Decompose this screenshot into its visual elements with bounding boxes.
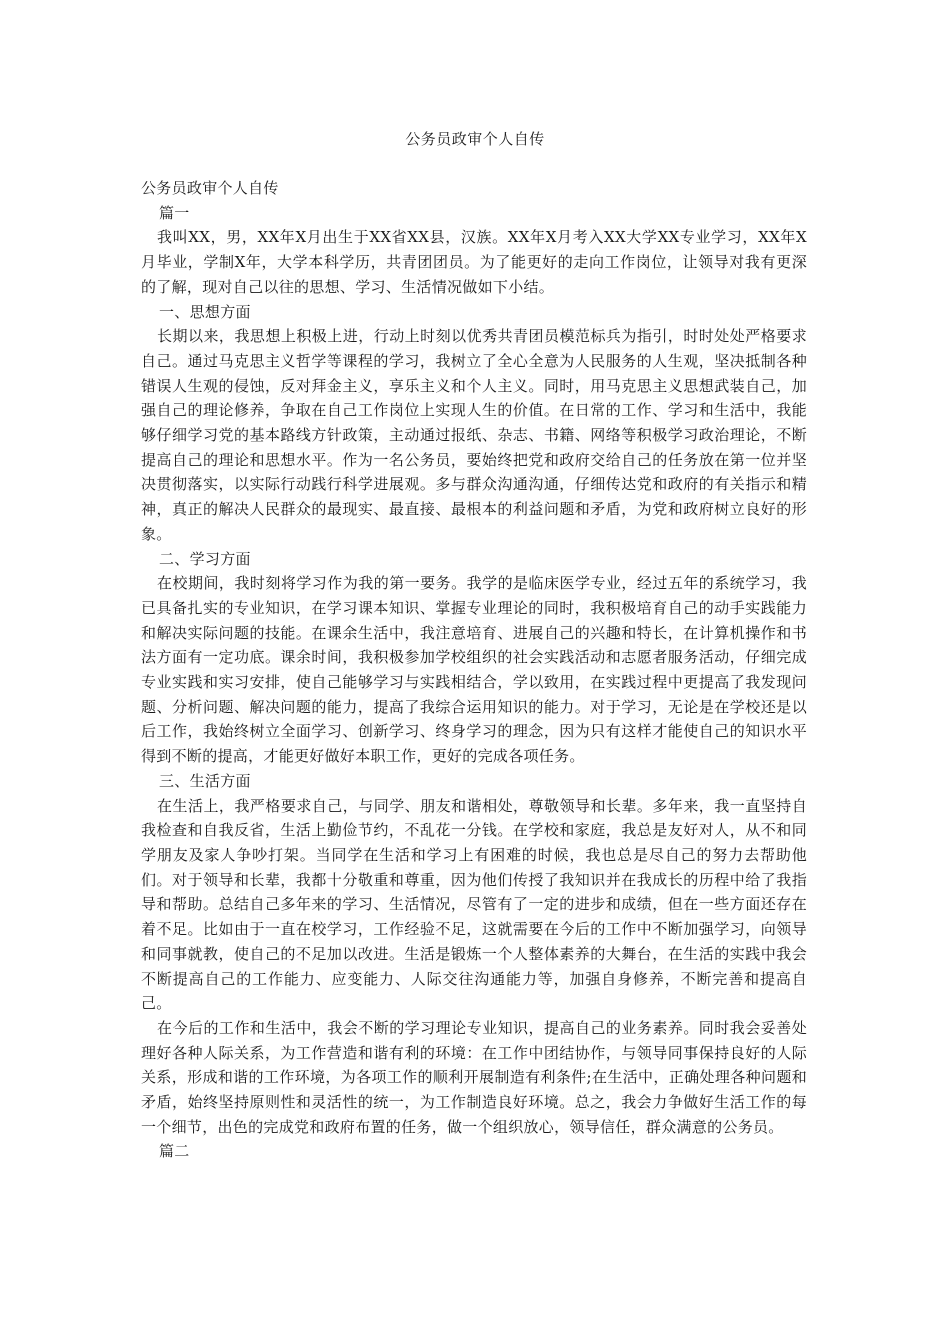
section-paragraph-study: 在校期间，我时刻将学习作为我的第一要务。我学的是临床医学专业，经过五年的系统学习，我已具备扎实的专业知识，在学习课本知识、掌握专业理论的同时，我积极培育自己的动手实践能力和解决实际问题的技能。在课余生活中，我注意培育、进展自己的兴趣和特长，在计算机操作和书法方面有一定功底。课余时间，我积极参加学校组织的社会实践活动和志愿者服务活动，仔细完成专业实践和实习安排，使自己能够学习与实践相结合，学以致用，在实践过程中更提高了我发现问题、分析问题、解决问题的能力，提高了我综合运用知识的能力。对于学习，无论是在学校还是以后工作，我始终树立全面学习、创新学习、终身学习的理念，因为只有这样才能使自己的知识水平得到不断的提高，才能更好做好本职工作，更好的完成各项任务。 <box>141 574 807 766</box>
section-paragraph-life: 在生活上，我严格要求自己，与同学、朋友和谐相处，尊敬领导和长辈。多年来，我一直坚持自我检查和自我反省，生活上勤俭节约，不乱花一分钱。在学校和家庭，我总是友好对人，从不和同学朋友及家人争吵打架。当同学在生活和学习上有困难的时候，我也总是尽自己的努力去帮助他们。对于领导和长辈，我都十分敬重和尊重，因为他们传授了我知识并在我成长的历程中给了我指导和帮助。总结自己多年来的学习、生活情况，尽管有了一定的进步和成绩，但在一些方面还存在着不足。比如由于一直在校学习，工作经验不足，这就需要在今后的工作中不断加强学习，向领导和同事就教，使自己的不足加以改进。生活是锻炼一个人整体素养的大舞台，在生活的实践中我会不断提高自己的工作能力、应变能力、人际交往沟通能力等，加强自身修养，不断完善和提高自己。 <box>141 796 807 1013</box>
section-heading-study: 二、学习方面 <box>159 549 251 568</box>
document-subtitle: 公务员政审个人自传 <box>141 179 279 197</box>
section-heading-thought: 一、思想方面 <box>159 302 251 321</box>
document-title: 公务员政审个人自传 <box>405 130 545 148</box>
document-body <box>141 176 807 1164</box>
section-heading-life: 三、生活方面 <box>159 771 251 790</box>
intro-paragraph: 我叫XX，男，XX年X月出生于XX省XX县，汉族。XX年X月考入XX大学XX专业学习，XX年X月毕业，学制X年，大学本科学历，共青团团员。为了能更好的走向工作岗位，让领导对我有更深的了解，现对自己以往的思想、学习、生活情况做如下小结。 <box>141 228 807 296</box>
closing-paragraph: 在今后的工作和生活中，我会不断的学习理论专业知识，提高自己的业务素养。同时我会妥善处理好各种人际关系，为工作营造和谐有利的环境：在工作中团结协作，与领导同事保持良好的人际关系，形成和谐的工作环境，为各项工作的顺利开展制造有利条件;在生活中，正确处理各种问题和矛盾，始终坚持原则性和灵活性的统一，为工作制造良好环境。总之，我会力争做好生活工作的每一个细节，出色的完成党和政府布置的任务，做一个组织放心，领导信任，群众满意的公务员。 <box>141 1018 807 1136</box>
part-two-label: 篇二 <box>159 1142 190 1161</box>
part-one-label: 篇一 <box>159 203 190 222</box>
section-paragraph-thought: 长期以来，我思想上积极上进，行动上时刻以优秀共青团员模范标兵为指引，时时处处严格要求自己。通过马克思主义哲学等课程的学习，我树立了全心全意为人民服务的人生观，坚决抵制各种错误人生观的侵蚀，反对拜金主义，享乐主义和个人主义。同时，用马克思主义思想武装自己，加强自己的理论修养，争取在自己工作岗位上实现人生的价值。在日常的工作、学习和生活中，我能够仔细学习党的基本路线方针政策，主动通过报纸、杂志、书籍、网络等积极学习政治理论，不断提高自己的理论和思想水平。作为一名公务员，要始终把党和政府交给自己的任务放在第一位并坚决贯彻落实，以实际行动践行科学进展观。多与群众沟通沟通，仔细传达党和政府的有关指示和精神，真正的解决人民群众的最现实、最直接、最根本的利益问题和矛盾，为党和政府树立良好的形象。 <box>141 327 807 543</box>
